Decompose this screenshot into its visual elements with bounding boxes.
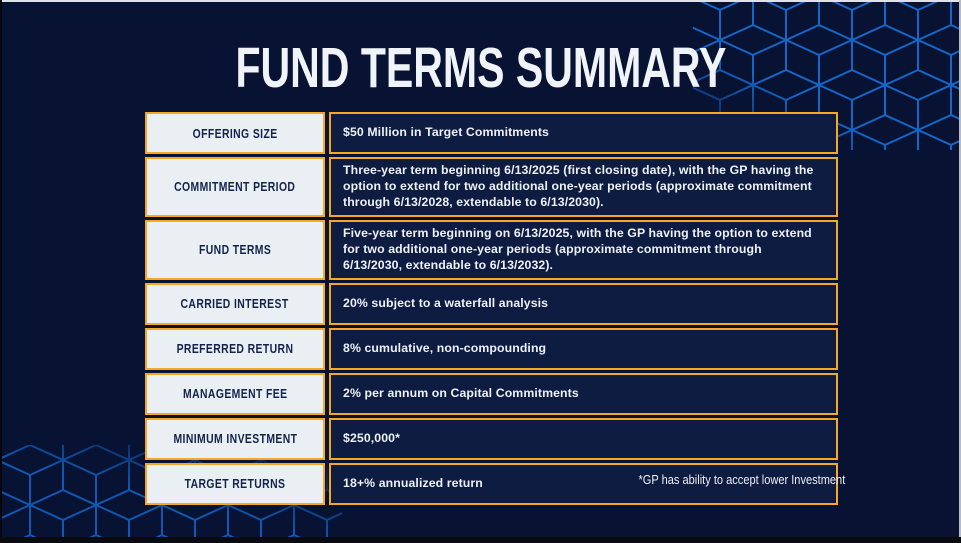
page-title-text: FUND TERMS SUMMARY	[235, 36, 726, 100]
table-row	[145, 220, 838, 280]
fund-terms-table	[145, 112, 838, 508]
value-text: Five-year term beginning on 6/13/2025, with the GP having the option to extend for two additional one-year periods (approximate commitment through 6/13/2030, extendable to 6/13/2032).	[343, 225, 812, 272]
window-edge-left	[0, 0, 2, 543]
term-label: MANAGEMENT FEE	[182, 386, 288, 402]
term-cell	[145, 373, 325, 415]
footnote-text: *GP has ability to accept lower Investment	[638, 472, 845, 487]
value-text: $250,000*	[343, 430, 400, 445]
value-text: 8% cumulative, non-compounding	[343, 340, 547, 355]
value-cell	[329, 283, 838, 325]
term-cell	[145, 112, 325, 154]
table-row	[145, 157, 838, 217]
table-row	[145, 112, 838, 154]
footnote	[602, 472, 845, 487]
value-cell	[329, 157, 838, 217]
table-row	[145, 283, 838, 325]
term-label: MINIMUM INVESTMENT	[173, 431, 297, 447]
value-cell	[329, 373, 838, 415]
term-label: COMMITMENT PERIOD	[174, 179, 296, 195]
value-text: 2% per annum on Capital Commitments	[343, 385, 579, 400]
table-row	[145, 328, 838, 370]
term-cell	[145, 328, 325, 370]
value-cell	[329, 328, 838, 370]
term-label: CARRIED INTEREST	[180, 296, 290, 312]
term-cell	[145, 157, 325, 217]
window-edge-bottom	[0, 537, 961, 543]
term-cell	[145, 418, 325, 460]
window-edge-top	[0, 0, 961, 2]
term-cell	[145, 220, 325, 280]
table-row	[145, 373, 838, 415]
table-row	[145, 418, 838, 460]
term-label: OFFERING SIZE	[192, 125, 278, 141]
value-cell	[329, 220, 838, 280]
page-title	[0, 36, 961, 100]
term-cell	[145, 463, 325, 505]
term-label: FUND TERMS	[198, 242, 272, 258]
value-text: Three-year term beginning 6/13/2025 (first closing date), with the GP having the option to extend for two additional one-year periods (approximate commitment through 6/13/2028, extendable to 6/13/2030).	[343, 163, 814, 209]
value-cell	[329, 418, 838, 460]
value-text: 18+% annualized return	[343, 475, 483, 490]
value-text: $50 Million in Target Commitments	[343, 125, 549, 139]
term-label: TARGET RETURNS	[184, 476, 286, 492]
term-label: PREFERRED RETURN	[176, 341, 294, 357]
term-cell	[145, 283, 325, 325]
value-cell	[329, 112, 838, 154]
value-text: 20% subject to a waterfall analysis	[343, 295, 549, 310]
